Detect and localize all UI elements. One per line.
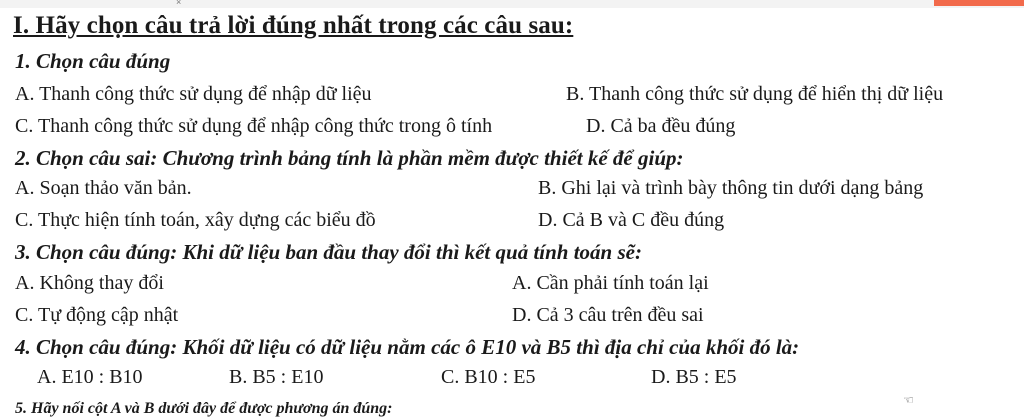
notification-badge[interactable] bbox=[934, 0, 1024, 6]
q4-option-b: B. B5 : E10 bbox=[229, 366, 324, 388]
section-heading: I. Hãy chọn câu trả lời đúng nhất trong các câu sau: bbox=[13, 12, 574, 39]
q4-option-c: C. B10 : E5 bbox=[441, 366, 536, 388]
browser-top-strip bbox=[0, 0, 1024, 8]
q3-option-a: A. Không thay đổi bbox=[15, 272, 164, 294]
q1-option-d: D. Cả ba đều đúng bbox=[586, 115, 736, 137]
q2-option-c: C. Thực hiện tính toán, xây dựng các biểu đồ bbox=[15, 209, 376, 231]
q2-option-b: B. Ghi lại và trình bày thông tin dưới dạng bảng bbox=[538, 177, 924, 199]
q2-option-d: D. Cả B và C đều đúng bbox=[538, 209, 725, 231]
question-2: 2. Chọn câu sai: Chương trình bảng tính là phần mềm được thiết kế để giúp: bbox=[15, 146, 684, 170]
q4-option-a: A. E10 : B10 bbox=[37, 366, 143, 388]
q3-option-b: A. Cần phải tính toán lại bbox=[512, 272, 709, 294]
question-4: 4. Chọn câu đúng: Khối dữ liệu có dữ liệu nằm các ô E10 và B5 thì địa chỉ của khối đó là: bbox=[15, 335, 800, 359]
question-1: 1. Chọn câu đúng bbox=[15, 49, 171, 73]
q3-option-c: C. Tự động cập nhật bbox=[15, 304, 179, 326]
question-5-partial: 5. Hãy nối cột A và B dưới đây để được phương án đúng: bbox=[15, 400, 393, 417]
q2-option-a: A. Soạn thảo văn bản. bbox=[15, 177, 192, 199]
q1-option-a: A. Thanh công thức sử dụng để nhập dữ liệu bbox=[15, 83, 372, 105]
close-icon[interactable]: × bbox=[176, 0, 182, 7]
q3-option-d: D. Cả 3 câu trên đều sai bbox=[512, 304, 704, 326]
q1-option-c: C. Thanh công thức sử dụng để nhập công thức trong ô tính bbox=[15, 115, 493, 137]
cursor-icon: ☜ bbox=[903, 393, 914, 407]
q1-option-b: B. Thanh công thức sử dụng để hiển thị dữ liệu bbox=[566, 83, 944, 105]
question-3: 3. Chọn câu đúng: Khi dữ liệu ban đầu thay đổi thì kết quả tính toán sẽ: bbox=[15, 240, 642, 264]
q4-option-d: D. B5 : E5 bbox=[651, 366, 737, 388]
